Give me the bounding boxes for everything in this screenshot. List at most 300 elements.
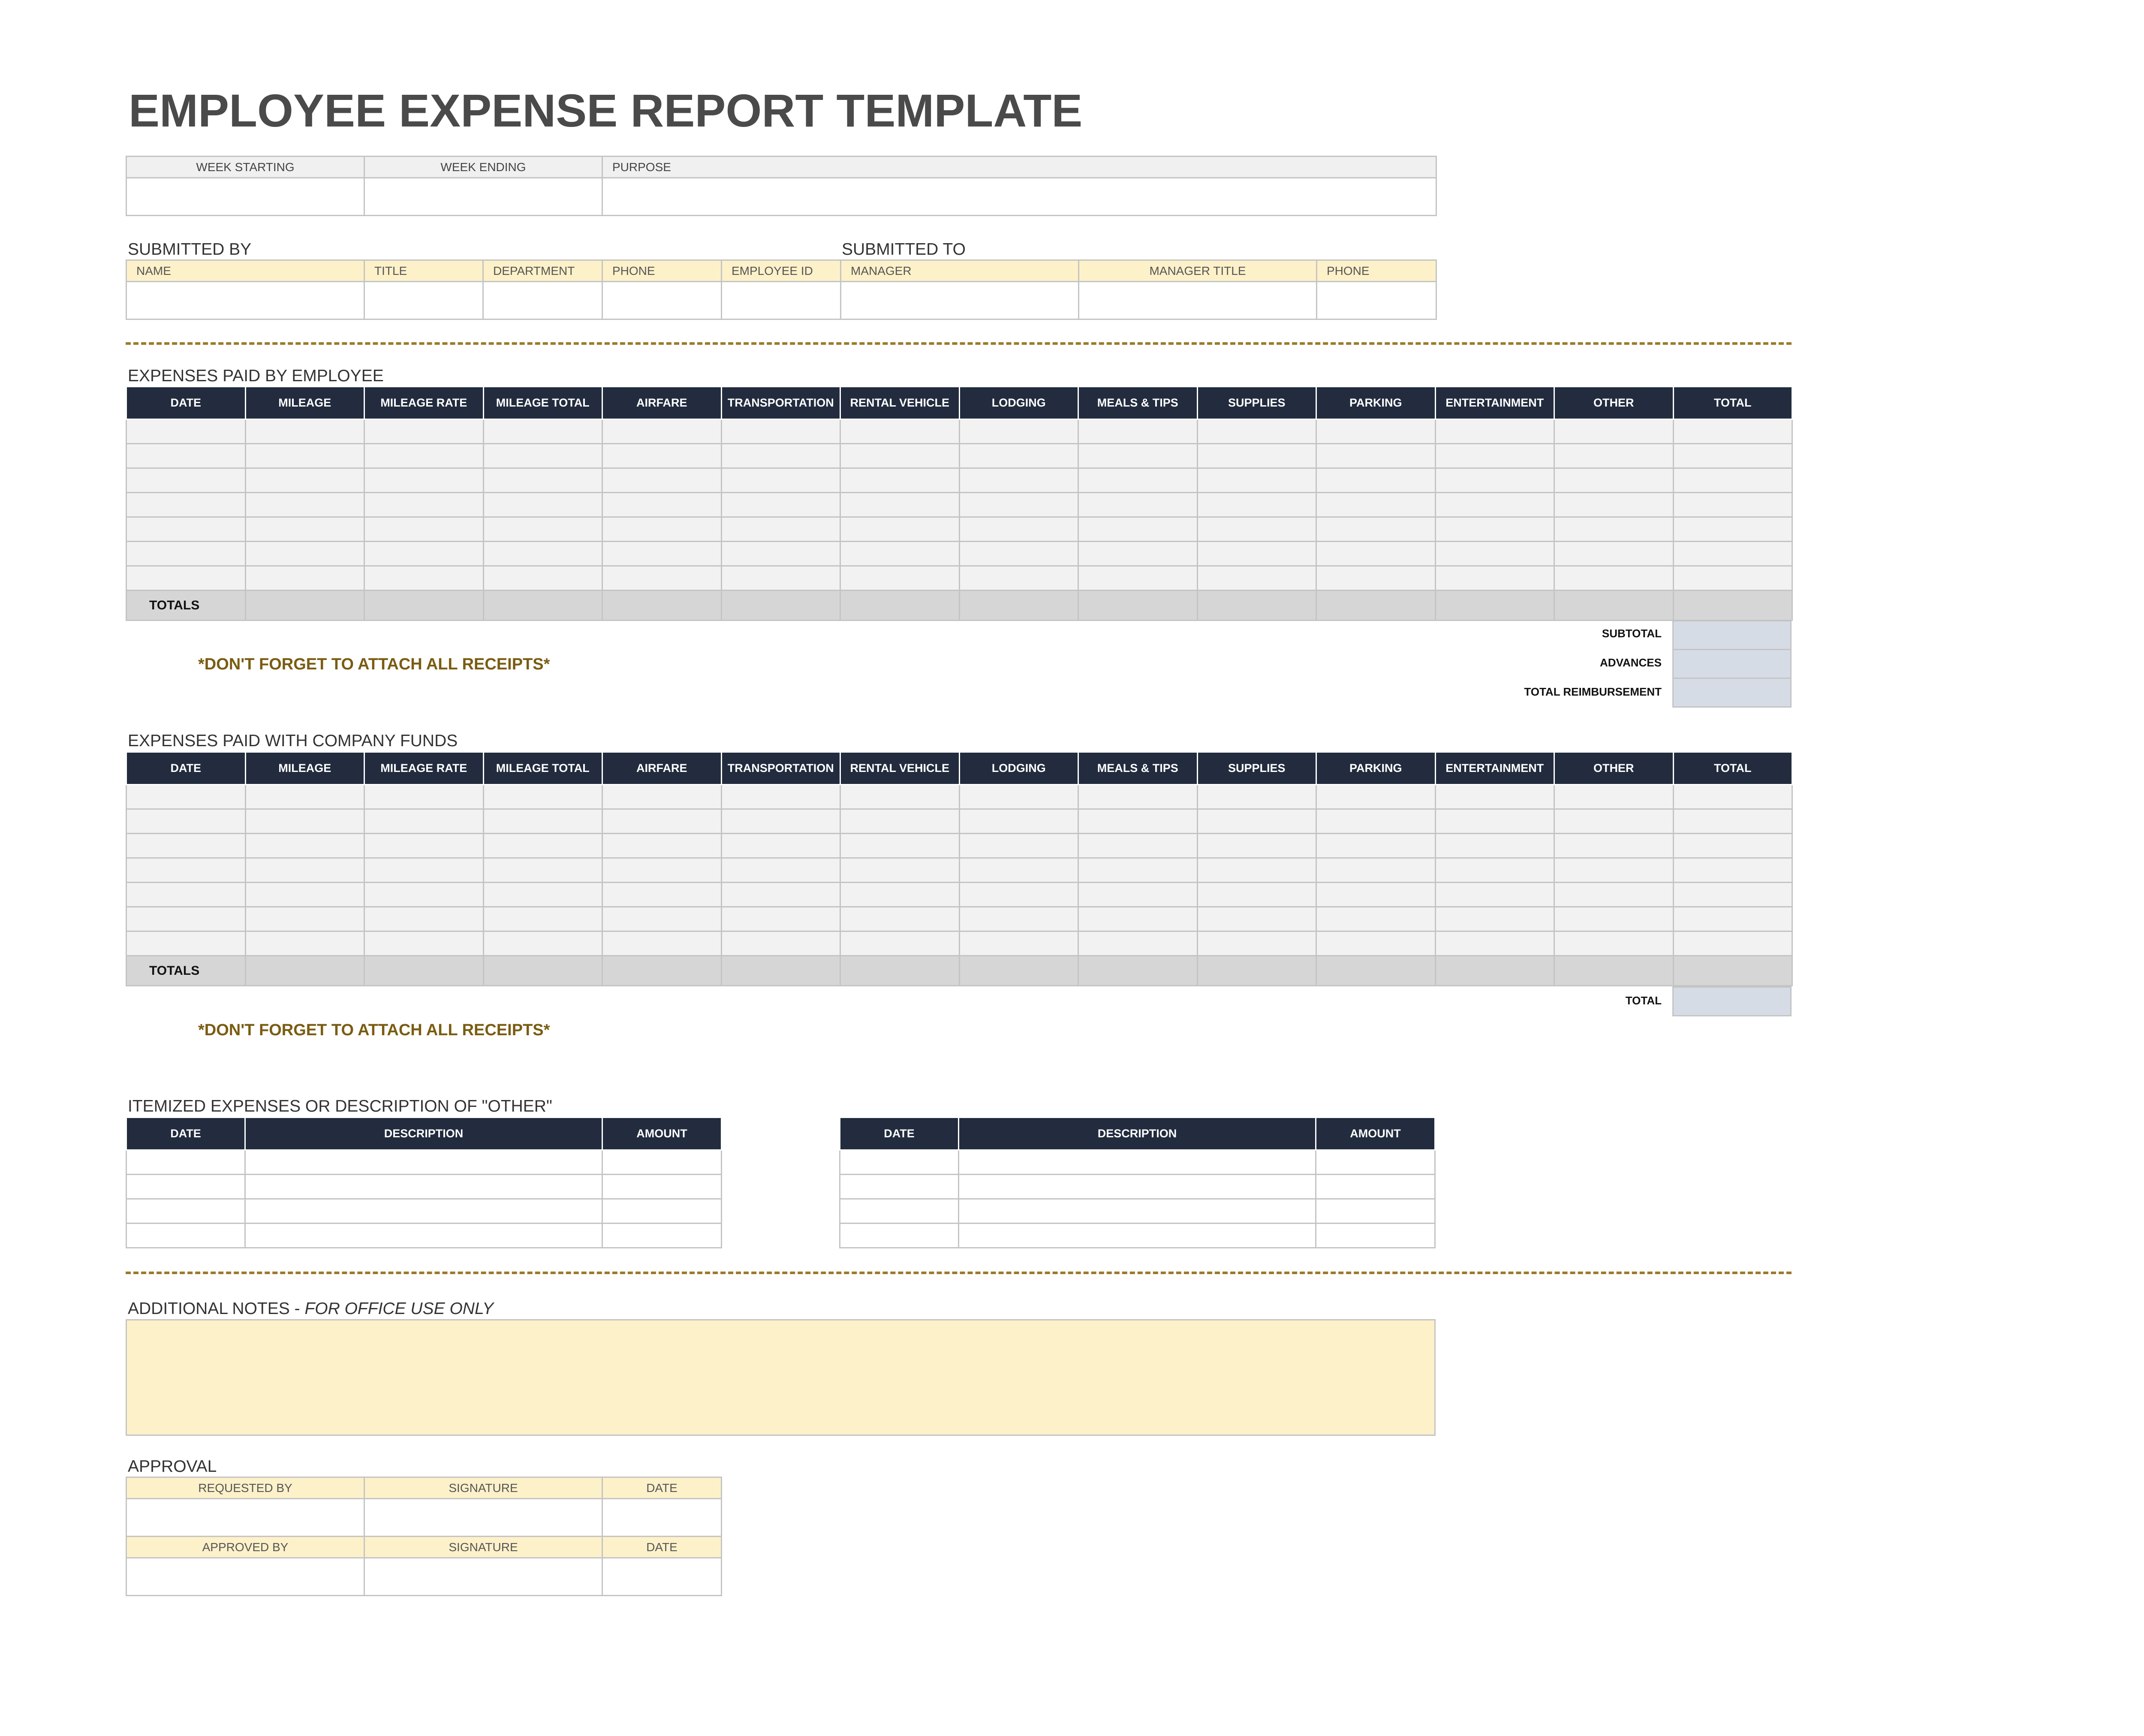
table-cell[interactable]: [1435, 931, 1554, 956]
table-cell[interactable]: [1554, 493, 1674, 517]
table-cell[interactable]: [1554, 858, 1674, 883]
table-cell[interactable]: [1673, 468, 1792, 493]
totals-cell[interactable]: [1316, 956, 1436, 986]
table-cell[interactable]: [959, 858, 1078, 883]
table-cell[interactable]: [1435, 444, 1554, 468]
table-cell[interactable]: [1078, 883, 1198, 907]
table-cell[interactable]: [483, 566, 602, 591]
date-label: DATE: [602, 1477, 722, 1499]
table-cell[interactable]: [602, 1175, 722, 1199]
table-cell[interactable]: [840, 468, 960, 493]
table-cell[interactable]: [1673, 809, 1792, 834]
totals-cell[interactable]: [959, 591, 1078, 621]
table-cell[interactable]: [126, 1175, 245, 1199]
totals-cell[interactable]: [1078, 591, 1198, 621]
table-cell[interactable]: [1673, 907, 1792, 931]
table-cell[interactable]: [959, 834, 1078, 858]
total-reimbursement-label: TOTAL REIMBURSEMENT: [1524, 685, 1662, 698]
table-cell[interactable]: [1197, 444, 1316, 468]
table-cell[interactable]: [1197, 858, 1316, 883]
column-header: SUPPLIES: [1197, 752, 1316, 785]
table-cell[interactable]: [483, 907, 602, 931]
table-cell[interactable]: [126, 517, 246, 542]
table-cell[interactable]: [959, 809, 1078, 834]
table-cell[interactable]: [126, 542, 246, 566]
table-cell[interactable]: [1435, 542, 1554, 566]
table-cell[interactable]: [602, 809, 722, 834]
table-cell[interactable]: [721, 931, 840, 956]
table-cell[interactable]: [364, 419, 484, 444]
requested-date-input[interactable]: [602, 1499, 722, 1537]
week-purpose-table: [126, 156, 1437, 216]
table-cell[interactable]: [1435, 493, 1554, 517]
approved-date-input[interactable]: [602, 1558, 722, 1596]
table-cell[interactable]: [959, 883, 1078, 907]
table-cell[interactable]: [1078, 493, 1198, 517]
table-cell[interactable]: [245, 858, 364, 883]
table-cell[interactable]: [1673, 834, 1792, 858]
totals-cell[interactable]: [1078, 956, 1198, 986]
totals-row: [126, 591, 1792, 621]
table-cell[interactable]: [1078, 542, 1198, 566]
table-cell[interactable]: [483, 883, 602, 907]
table-cell[interactable]: [1673, 785, 1792, 809]
table-cell[interactable]: [840, 858, 960, 883]
table-cell[interactable]: [959, 785, 1078, 809]
table-cell[interactable]: [840, 1199, 959, 1224]
table-cell[interactable]: [1554, 566, 1674, 591]
table-cell[interactable]: [364, 883, 484, 907]
table-cell[interactable]: [1435, 517, 1554, 542]
table-cell[interactable]: [721, 566, 840, 591]
table-row: [840, 1175, 1435, 1199]
approval-heading: APPROVAL: [128, 1457, 217, 1476]
table-cell[interactable]: [126, 1150, 245, 1175]
table-cell[interactable]: [602, 1199, 722, 1224]
table-cell[interactable]: [602, 419, 722, 444]
column-header: MILEAGE TOTAL: [483, 752, 602, 785]
table-cell[interactable]: [602, 517, 722, 542]
table-cell[interactable]: [721, 493, 840, 517]
table-cell[interactable]: [602, 931, 722, 956]
table-cell[interactable]: [840, 907, 960, 931]
table-cell[interactable]: [1197, 419, 1316, 444]
table-cell[interactable]: [1316, 542, 1436, 566]
totals-cell[interactable]: [1673, 591, 1792, 621]
employee-id-input[interactable]: [722, 282, 841, 319]
table-cell[interactable]: [245, 1175, 602, 1199]
table-cell[interactable]: [1316, 493, 1436, 517]
table-cell[interactable]: [245, 1199, 602, 1224]
itemized-amount-header: AMOUNT: [1316, 1118, 1435, 1150]
totals-cell[interactable]: [721, 591, 840, 621]
table-cell[interactable]: [840, 444, 960, 468]
table-cell[interactable]: [721, 542, 840, 566]
table-cell[interactable]: [959, 566, 1078, 591]
table-cell[interactable]: [602, 1150, 722, 1175]
column-header: ENTERTAINMENT: [1435, 387, 1554, 419]
table-cell[interactable]: [959, 1150, 1316, 1175]
totals-cell[interactable]: [602, 956, 722, 986]
totals-cell[interactable]: [840, 956, 960, 986]
table-cell[interactable]: [126, 419, 246, 444]
table-cell[interactable]: [126, 1224, 245, 1248]
week-ending-input[interactable]: [364, 178, 602, 216]
table-cell[interactable]: [1554, 907, 1674, 931]
submitted-by-heading: SUBMITTED BY: [128, 240, 252, 259]
table-cell[interactable]: [1197, 785, 1316, 809]
table-row: [126, 444, 1792, 468]
table-cell[interactable]: [364, 493, 484, 517]
table-cell[interactable]: [1554, 517, 1674, 542]
totals-cell[interactable]: [1435, 956, 1554, 986]
table-cell[interactable]: [1435, 419, 1554, 444]
table-cell[interactable]: [245, 493, 364, 517]
table-cell[interactable]: [126, 907, 246, 931]
totals-cell[interactable]: [1197, 956, 1316, 986]
table-cell[interactable]: [721, 444, 840, 468]
totals-cell[interactable]: [483, 956, 602, 986]
table-cell[interactable]: [1435, 566, 1554, 591]
manager-phone-label: PHONE: [1317, 260, 1436, 282]
table-cell[interactable]: [1316, 1224, 1435, 1248]
approved-signature-input[interactable]: [364, 1558, 602, 1596]
table-cell[interactable]: [1554, 834, 1674, 858]
table-cell[interactable]: [840, 809, 960, 834]
table-cell[interactable]: [1435, 834, 1554, 858]
totals-cell[interactable]: [1197, 591, 1316, 621]
manager-title-input[interactable]: [1079, 282, 1317, 319]
table-cell[interactable]: [959, 468, 1078, 493]
subtotal-value[interactable]: [1672, 620, 1792, 650]
table-cell[interactable]: [721, 907, 840, 931]
table-cell[interactable]: [1316, 883, 1436, 907]
table-cell[interactable]: [1435, 858, 1554, 883]
column-header: SUPPLIES: [1197, 387, 1316, 419]
column-header: TRANSPORTATION: [721, 387, 840, 419]
table-cell[interactable]: [1197, 883, 1316, 907]
table-cell[interactable]: [245, 809, 364, 834]
purpose-input[interactable]: [602, 178, 1436, 216]
table-cell[interactable]: [1554, 883, 1674, 907]
table-cell[interactable]: [602, 444, 722, 468]
table-cell[interactable]: [721, 809, 840, 834]
table-cell[interactable]: [840, 517, 960, 542]
table-row: [126, 931, 1792, 956]
table-cell[interactable]: [840, 1224, 959, 1248]
itemized-date-header: DATE: [126, 1118, 245, 1150]
table-cell[interactable]: [602, 493, 722, 517]
table-cell[interactable]: [245, 566, 364, 591]
table-cell[interactable]: [602, 907, 722, 931]
table-cell[interactable]: [245, 419, 364, 444]
table-cell[interactable]: [1078, 785, 1198, 809]
table-cell[interactable]: [721, 419, 840, 444]
table-cell[interactable]: [959, 1199, 1316, 1224]
manager-phone-input[interactable]: [1317, 282, 1436, 319]
table-cell[interactable]: [602, 566, 722, 591]
table-cell[interactable]: [245, 785, 364, 809]
table-cell[interactable]: [1554, 785, 1674, 809]
table-cell[interactable]: [245, 883, 364, 907]
signature-label: SIGNATURE: [364, 1477, 602, 1499]
department-input[interactable]: [483, 282, 602, 319]
table-cell[interactable]: [840, 566, 960, 591]
table-cell[interactable]: [959, 542, 1078, 566]
table-cell[interactable]: [483, 542, 602, 566]
table-row: [126, 1150, 722, 1175]
table-cell[interactable]: [1197, 517, 1316, 542]
table-cell[interactable]: [721, 858, 840, 883]
table-cell[interactable]: [721, 834, 840, 858]
table-cell[interactable]: [483, 858, 602, 883]
table-cell[interactable]: [126, 931, 246, 956]
totals-cell[interactable]: [1554, 591, 1674, 621]
table-cell[interactable]: [1554, 419, 1674, 444]
itemized-table-left: [126, 1117, 722, 1248]
table-cell[interactable]: [1316, 785, 1436, 809]
table-cell[interactable]: [602, 883, 722, 907]
table-cell[interactable]: [483, 785, 602, 809]
advances-value[interactable]: [1672, 649, 1792, 679]
phone-input[interactable]: [602, 282, 722, 319]
totals-cell[interactable]: [840, 591, 960, 621]
table-cell[interactable]: [364, 468, 484, 493]
table-cell[interactable]: [721, 883, 840, 907]
table-cell[interactable]: [1078, 444, 1198, 468]
submitted-table: [126, 259, 1437, 320]
table-cell[interactable]: [1197, 809, 1316, 834]
week-starting-input[interactable]: [126, 178, 364, 216]
table-cell[interactable]: [1078, 517, 1198, 542]
table-cell[interactable]: [1316, 444, 1436, 468]
table-cell[interactable]: [483, 419, 602, 444]
table-cell[interactable]: [1078, 566, 1198, 591]
totals-cell[interactable]: [245, 591, 364, 621]
table-cell[interactable]: [245, 468, 364, 493]
approved-by-input[interactable]: [126, 1558, 364, 1596]
table-cell[interactable]: [245, 517, 364, 542]
column-header: RENTAL VEHICLE: [840, 752, 960, 785]
table-cell[interactable]: [959, 931, 1078, 956]
company-total-value[interactable]: [1672, 986, 1792, 1016]
table-cell[interactable]: [483, 809, 602, 834]
table-cell[interactable]: [1078, 468, 1198, 493]
table-cell[interactable]: [1078, 907, 1198, 931]
table-cell[interactable]: [1316, 907, 1436, 931]
table-cell[interactable]: [1673, 517, 1792, 542]
table-cell[interactable]: [1673, 444, 1792, 468]
totals-cell[interactable]: [1673, 956, 1792, 986]
table-cell[interactable]: [245, 444, 364, 468]
table-cell[interactable]: [364, 858, 484, 883]
subtotal-label: SUBTOTAL: [1602, 627, 1662, 640]
table-cell[interactable]: [840, 785, 960, 809]
table-cell[interactable]: [1435, 809, 1554, 834]
table-cell[interactable]: [1316, 468, 1436, 493]
table-cell[interactable]: [1316, 517, 1436, 542]
table-cell[interactable]: [1316, 1150, 1435, 1175]
table-cell[interactable]: [1554, 809, 1674, 834]
table-cell[interactable]: [126, 883, 246, 907]
table-cell[interactable]: [959, 444, 1078, 468]
table-cell[interactable]: [959, 907, 1078, 931]
table-cell[interactable]: [1197, 834, 1316, 858]
table-cell[interactable]: [840, 883, 960, 907]
table-cell[interactable]: [1435, 468, 1554, 493]
table-cell[interactable]: [1197, 542, 1316, 566]
table-cell[interactable]: [364, 785, 484, 809]
table-cell[interactable]: [602, 785, 722, 809]
table-cell[interactable]: [126, 1199, 245, 1224]
table-cell[interactable]: [126, 858, 246, 883]
totals-cell[interactable]: [364, 591, 484, 621]
table-cell[interactable]: [721, 468, 840, 493]
table-cell[interactable]: [840, 1150, 959, 1175]
table-cell[interactable]: [1197, 907, 1316, 931]
table-cell[interactable]: [1435, 883, 1554, 907]
table-cell[interactable]: [1316, 834, 1436, 858]
table-cell[interactable]: [840, 834, 960, 858]
requested-by-input[interactable]: [126, 1499, 364, 1537]
totals-label: TOTALS: [126, 956, 246, 986]
table-cell[interactable]: [126, 834, 246, 858]
table-cell[interactable]: [602, 858, 722, 883]
totals-cell[interactable]: [1554, 956, 1674, 986]
table-cell[interactable]: [483, 834, 602, 858]
table-cell[interactable]: [840, 542, 960, 566]
table-cell[interactable]: [126, 785, 246, 809]
table-cell[interactable]: [1673, 493, 1792, 517]
table-cell[interactable]: [959, 1224, 1316, 1248]
table-cell[interactable]: [245, 931, 364, 956]
table-cell[interactable]: [1316, 809, 1436, 834]
totals-cell[interactable]: [1435, 591, 1554, 621]
table-cell[interactable]: [1673, 542, 1792, 566]
name-input[interactable]: [126, 282, 364, 319]
table-cell[interactable]: [1435, 907, 1554, 931]
table-cell[interactable]: [1197, 493, 1316, 517]
table-cell[interactable]: [483, 493, 602, 517]
table-cell[interactable]: [1316, 1199, 1435, 1224]
table-row: [126, 517, 1792, 542]
table-cell[interactable]: [840, 419, 960, 444]
table-cell[interactable]: [1673, 419, 1792, 444]
table-cell[interactable]: [1078, 834, 1198, 858]
table-cell[interactable]: [1673, 566, 1792, 591]
table-cell[interactable]: [1554, 468, 1674, 493]
table-cell[interactable]: [1554, 542, 1674, 566]
table-cell[interactable]: [1673, 931, 1792, 956]
totals-cell[interactable]: [602, 591, 722, 621]
table-cell[interactable]: [959, 419, 1078, 444]
table-cell[interactable]: [602, 468, 722, 493]
table-cell[interactable]: [126, 493, 246, 517]
week-starting-label: WEEK STARTING: [126, 157, 364, 178]
table-cell[interactable]: [1435, 785, 1554, 809]
table-cell[interactable]: [364, 907, 484, 931]
table-cell[interactable]: [840, 1175, 959, 1199]
table-cell[interactable]: [1316, 931, 1436, 956]
table-cell[interactable]: [364, 517, 484, 542]
totals-cell[interactable]: [364, 956, 484, 986]
table-cell[interactable]: [126, 566, 246, 591]
total-reimbursement-value[interactable]: [1672, 678, 1792, 708]
table-cell[interactable]: [483, 517, 602, 542]
table-cell[interactable]: [959, 1175, 1316, 1199]
table-cell[interactable]: [483, 468, 602, 493]
table-cell[interactable]: [1316, 1175, 1435, 1199]
totals-cell[interactable]: [245, 956, 364, 986]
table-cell[interactable]: [483, 931, 602, 956]
table-cell[interactable]: [364, 931, 484, 956]
table-cell[interactable]: [126, 444, 246, 468]
table-cell[interactable]: [1316, 858, 1436, 883]
table-cell[interactable]: [1554, 931, 1674, 956]
manager-input[interactable]: [841, 282, 1079, 319]
table-cell[interactable]: [721, 785, 840, 809]
table-cell[interactable]: [364, 542, 484, 566]
table-cell[interactable]: [1078, 809, 1198, 834]
table-cell[interactable]: [602, 834, 722, 858]
table-cell[interactable]: [1316, 419, 1436, 444]
table-cell[interactable]: [1197, 468, 1316, 493]
table-cell[interactable]: [364, 566, 484, 591]
table-cell[interactable]: [364, 809, 484, 834]
totals-cell[interactable]: [1316, 591, 1436, 621]
table-cell[interactable]: [602, 1224, 722, 1248]
table-cell[interactable]: [721, 517, 840, 542]
totals-cell[interactable]: [721, 956, 840, 986]
table-cell[interactable]: [602, 542, 722, 566]
requested-signature-input[interactable]: [364, 1499, 602, 1537]
itemized-heading: ITEMIZED EXPENSES OR DESCRIPTION OF "OTHER": [128, 1097, 552, 1115]
table-cell[interactable]: [1078, 419, 1198, 444]
table-cell[interactable]: [1673, 883, 1792, 907]
table-cell[interactable]: [1673, 858, 1792, 883]
table-cell[interactable]: [1078, 858, 1198, 883]
table-cell[interactable]: [245, 542, 364, 566]
totals-cell[interactable]: [483, 591, 602, 621]
table-row: [840, 1199, 1435, 1224]
table-cell[interactable]: [364, 834, 484, 858]
table-cell[interactable]: [245, 834, 364, 858]
notes-input[interactable]: [126, 1319, 1436, 1436]
table-cell[interactable]: [245, 1224, 602, 1248]
table-cell[interactable]: [364, 444, 484, 468]
table-cell[interactable]: [840, 931, 960, 956]
table-cell[interactable]: [1316, 566, 1436, 591]
table-cell[interactable]: [483, 444, 602, 468]
table-cell[interactable]: [1197, 931, 1316, 956]
table-cell[interactable]: [1554, 444, 1674, 468]
column-header: PARKING: [1316, 387, 1436, 419]
table-cell[interactable]: [126, 809, 246, 834]
table-cell[interactable]: [126, 468, 246, 493]
table-cell[interactable]: [245, 1150, 602, 1175]
table-cell[interactable]: [959, 493, 1078, 517]
totals-cell[interactable]: [959, 956, 1078, 986]
table-row: [126, 493, 1792, 517]
title-input[interactable]: [364, 282, 483, 319]
column-header: LODGING: [959, 387, 1078, 419]
table-cell[interactable]: [245, 907, 364, 931]
table-row: [126, 785, 1792, 809]
table-cell[interactable]: [1078, 931, 1198, 956]
table-cell[interactable]: [959, 517, 1078, 542]
table-cell[interactable]: [840, 493, 960, 517]
table-cell[interactable]: [1197, 566, 1316, 591]
